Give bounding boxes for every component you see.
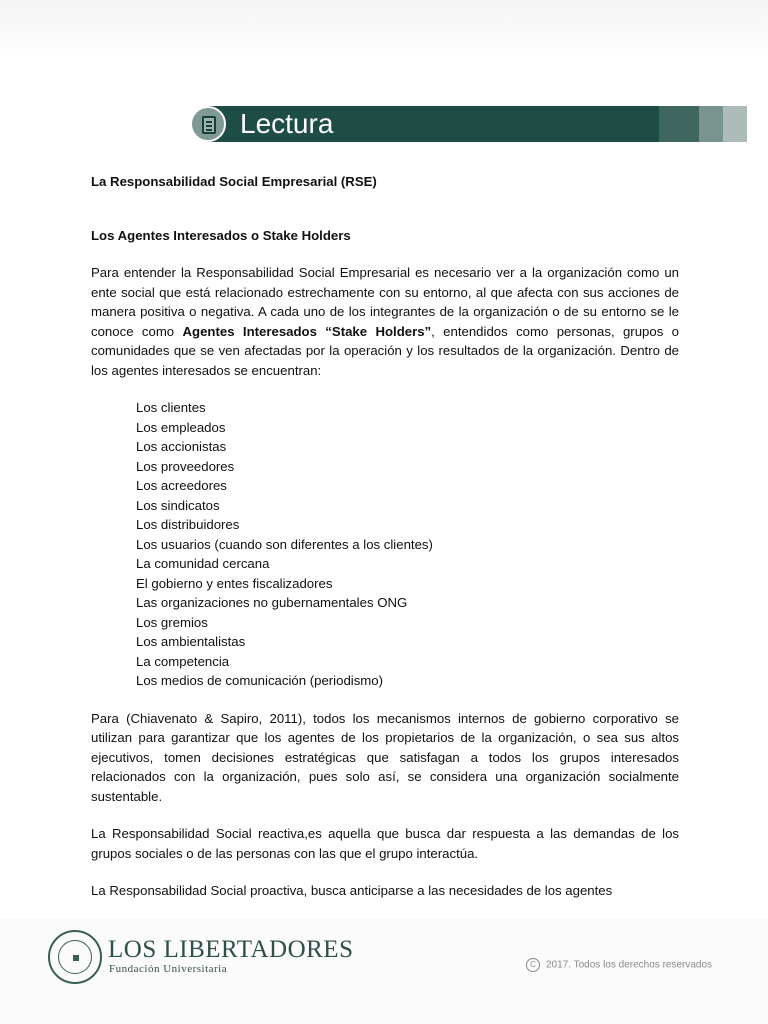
seal-emblem (73, 955, 79, 961)
list-item: Los proveedores (136, 458, 235, 474)
intro-text: Para entender la Responsabilidad Social Empresarial es necesario ver a la organización como un ente social que está relacionado estrechamente con su entorno, al que afecta con sus acciones de manera positiva o negativa. A cada uno de los integrantes de la organización o de su entorno se le conoce como (91, 265, 679, 339)
list-item: Los distribuidores (136, 517, 240, 532)
intro-bold-term: Agentes Interesados “Stake Holders” (182, 323, 432, 339)
intro-text-end: , entendidos como personas, grupos o comunidades que se ven afectadas por la operación y los resultados de la organización. Dentro de los agentes interesados se encuentran: (91, 323, 679, 378)
banner-segment (659, 106, 699, 142)
list-item: Los medios de comunicación (periodismo) (136, 673, 384, 688)
list-item: Los sindicatos (136, 497, 220, 513)
paragraph-proactive: La Responsabilidad Social proactiva, busca anticiparse a las necesidades de los agentes (91, 883, 613, 898)
section-banner (190, 106, 747, 142)
intro-paragraph (91, 263, 679, 380)
brand-name: LOS LIBERTADORES (108, 936, 354, 963)
brand-subtitle: Fundación Universitaria (109, 963, 228, 975)
list-item: El gobierno y entes fiscalizadores (136, 575, 333, 591)
paragraph-reactive: La Responsabilidad Social reactiva,es aquella que busca dar respuesta a las demandas de los grupos sociales o de las personas con las que el grupo interactúa. (91, 826, 679, 861)
document-title: La Responsabilidad Social Empresarial (RSE) (91, 174, 377, 189)
list-item: Los usuarios (cuando son diferentes a los clientes) (136, 536, 433, 552)
list-item: Los accionistas (136, 439, 227, 454)
list-item: Los empleados (136, 419, 226, 435)
copyright-text: 2017. Todos los derechos reservados (546, 959, 713, 971)
section-heading: Los Agentes Interesados o Stake Holders (91, 227, 351, 243)
banner-icon-circle (190, 106, 226, 142)
agents-list (91, 398, 679, 691)
paragraph-chiavenato: Para (Chiavenato & Sapiro, 2011), todos los mecanismos internos de gobierno corporativo se utilizan para garantizar que los agentes de los propietarios de la organización, o sea sus altos ejecutivos, tomen decisiones estratégicas que satisfagan a todos los grupos interesados relacionados con la organización, pues solo así, se considera una organización socialmente sustentable. (91, 710, 679, 804)
university-seal-icon (48, 930, 102, 984)
banner-segment (699, 106, 723, 142)
document-body (91, 172, 679, 919)
document-icon (202, 116, 216, 134)
list-item: Las organizaciones no gubernamentales ONG (136, 595, 408, 610)
seal-inner-ring (58, 940, 92, 974)
copyright-icon: C (526, 958, 540, 972)
list-item: Los clientes (136, 400, 206, 415)
list-item: Los ambientalistas (136, 634, 246, 649)
list-item: Los acreedores (136, 478, 227, 493)
top-fade (0, 0, 768, 60)
list-item: Los gremios (136, 614, 208, 630)
list-item: La comunidad cercana (136, 556, 270, 571)
banner-title: Lectura (240, 108, 334, 139)
banner-segment (723, 106, 747, 142)
list-item: La competencia (136, 653, 230, 669)
copyright-notice (526, 958, 712, 972)
